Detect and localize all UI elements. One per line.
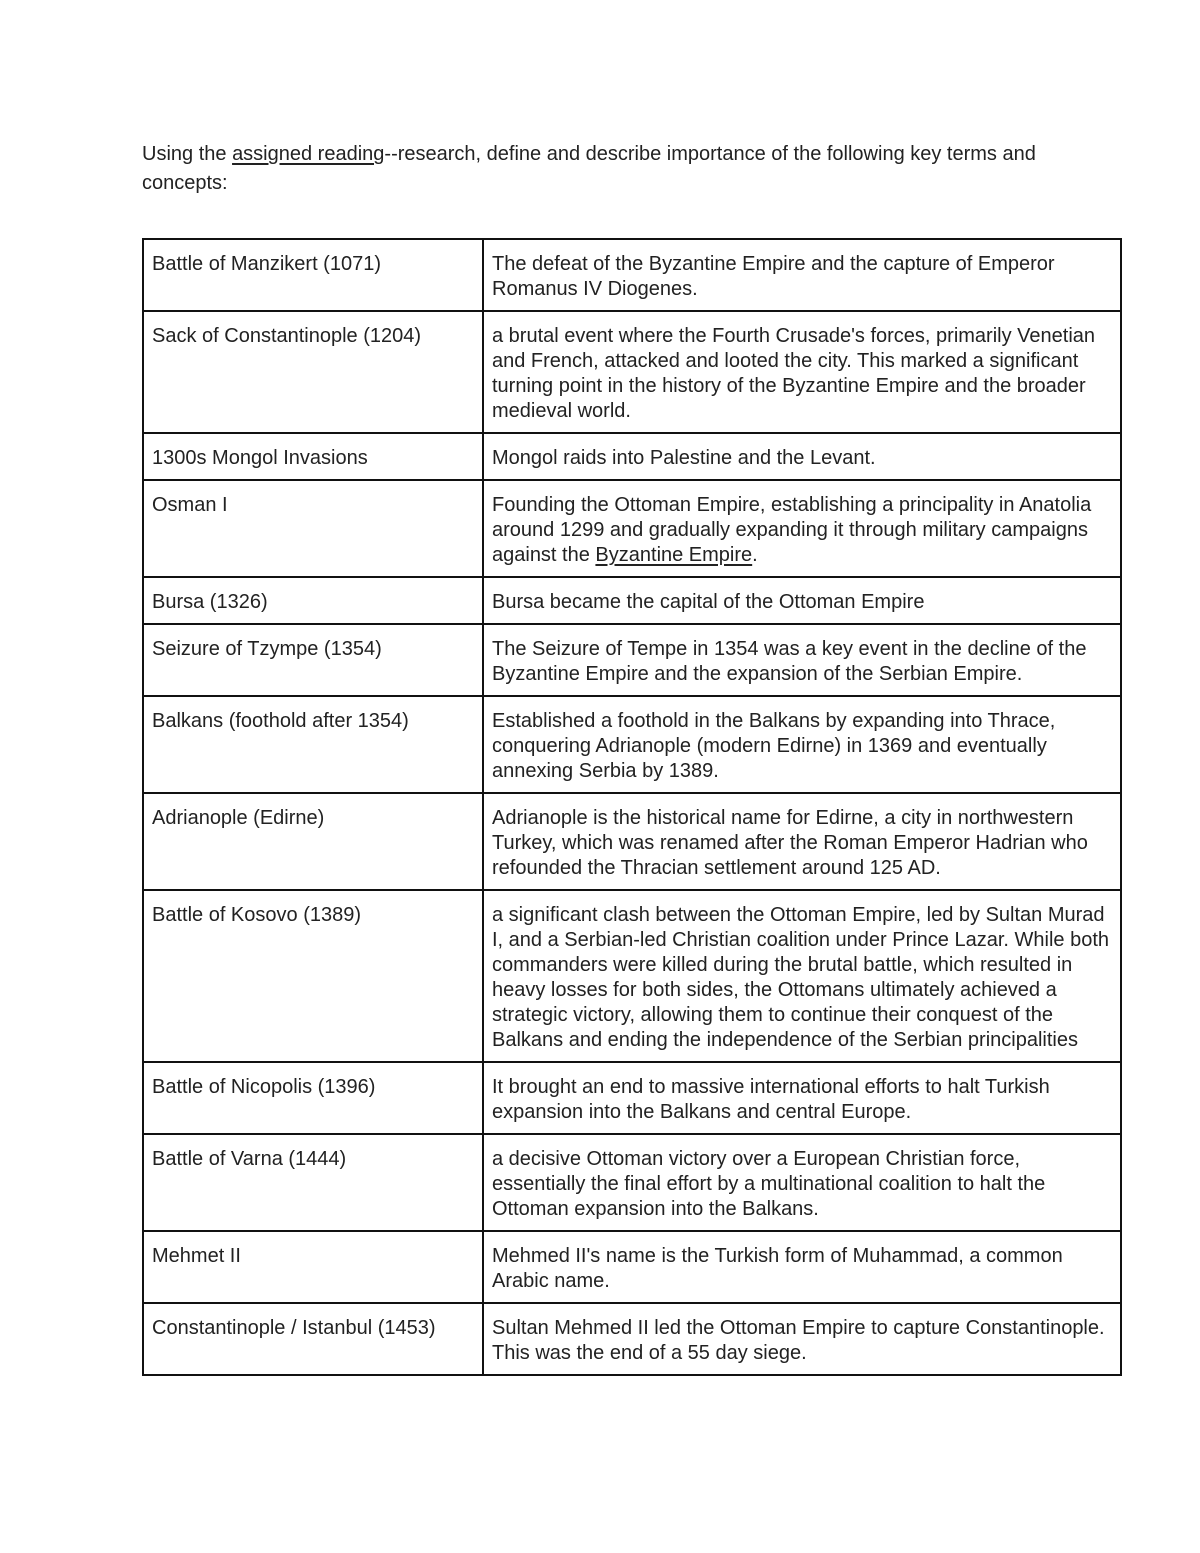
table-row (143, 1231, 1121, 1303)
definition-cell: Bursa became the capital of the Ottoman Empire (483, 577, 1121, 624)
term-cell: Adrianople (Edirne) (143, 793, 483, 890)
table-row (143, 433, 1121, 480)
term-cell: Sack of Constantinople (1204) (143, 311, 483, 433)
term-cell: 1300s Mongol Invasions (143, 433, 483, 480)
definition-cell: The Seizure of Tempe in 1354 was a key event in the decline of the Byzantine Empire and the expansion of the Serbian Empire. (483, 624, 1121, 696)
definition-cell: Established a foothold in the Balkans by expanding into Thrace, conquering Adrianople (modern Edirne) in 1369 and eventually annexing Serbia by 1389. (483, 696, 1121, 793)
table-row (143, 890, 1121, 1062)
definition-cell: Mehmed II's name is the Turkish form of Muhammad, a common Arabic name. (483, 1231, 1121, 1303)
table-row (143, 1303, 1121, 1375)
intro-suffix: --research, define and describe importance of the following key terms and concepts: (142, 143, 1036, 194)
term-cell: Mehmet II (143, 1231, 483, 1303)
table-row (143, 1062, 1121, 1134)
definition-suffix: . (752, 544, 758, 566)
definition-cell: a significant clash between the Ottoman Empire, led by Sultan Murad I, and a Serbian-led Christian coalition under Prince Lazar. While both commanders were killed during the brutal battle, which resulted in heavy losses for both sides, the Ottomans ultimately achieved a strategic victory, allowing them to continue their conquest of the Balkans and ending the independence of the Serbian principalities (483, 890, 1121, 1062)
term-cell: Constantinople / Istanbul (1453) (143, 1303, 483, 1375)
definition-cell: The defeat of the Byzantine Empire and the capture of Emperor Romanus IV Diogenes. (483, 239, 1121, 311)
table-row (143, 624, 1121, 696)
key-terms-table (142, 238, 1122, 1376)
definition-cell: Sultan Mehmed II led the Ottoman Empire to capture Constantinople. This was the end of a 55 day siege. (483, 1303, 1121, 1375)
table-row (143, 793, 1121, 890)
term-cell: Seizure of Tzympe (1354) (143, 624, 483, 696)
assigned-reading-link[interactable]: assigned reading (232, 143, 385, 165)
term-cell: Osman I (143, 480, 483, 577)
definition-cell: It brought an end to massive international efforts to halt Turkish expansion into the Balkans and central Europe. (483, 1062, 1121, 1134)
term-cell: Battle of Nicopolis (1396) (143, 1062, 483, 1134)
term-cell: Bursa (1326) (143, 577, 483, 624)
table-row (143, 311, 1121, 433)
intro-prefix: Using the (142, 143, 233, 165)
term-cell: Battle of Varna (1444) (143, 1134, 483, 1231)
table-row (143, 696, 1121, 793)
table-row (143, 239, 1121, 311)
table-row (143, 577, 1121, 624)
definition-cell: Mongol raids into Palestine and the Levant. (483, 433, 1121, 480)
term-cell: Balkans (foothold after 1354) (143, 696, 483, 793)
term-cell: Battle of Kosovo (1389) (143, 890, 483, 1062)
definition-cell: a decisive Ottoman victory over a European Christian force, essentially the final effort by a multinational coalition to halt the Ottoman expansion into the Balkans. (483, 1134, 1121, 1231)
table-row (143, 480, 1121, 577)
table-row (143, 1134, 1121, 1231)
term-cell: Battle of Manzikert (1071) (143, 239, 483, 311)
definition-prefix: Founding the Ottoman Empire, establishing a principality in Anatolia around 1299 and gradually expanding it through military campaigns against the (492, 494, 1092, 566)
byzantine-empire-link[interactable]: Byzantine Empire (595, 544, 753, 566)
definition-cell: a brutal event where the Fourth Crusade's forces, primarily Venetian and French, attacked and looted the city. This marked a significant turning point in the history of the Byzantine Empire and the broader medieval world. (483, 311, 1121, 433)
definition-cell (483, 480, 1121, 577)
instructions-paragraph (142, 140, 1042, 198)
document-page (142, 140, 1118, 1376)
definition-cell: Adrianople is the historical name for Edirne, a city in northwestern Turkey, which was renamed after the Roman Emperor Hadrian who refounded the Thracian settlement around 125 AD. (483, 793, 1121, 890)
